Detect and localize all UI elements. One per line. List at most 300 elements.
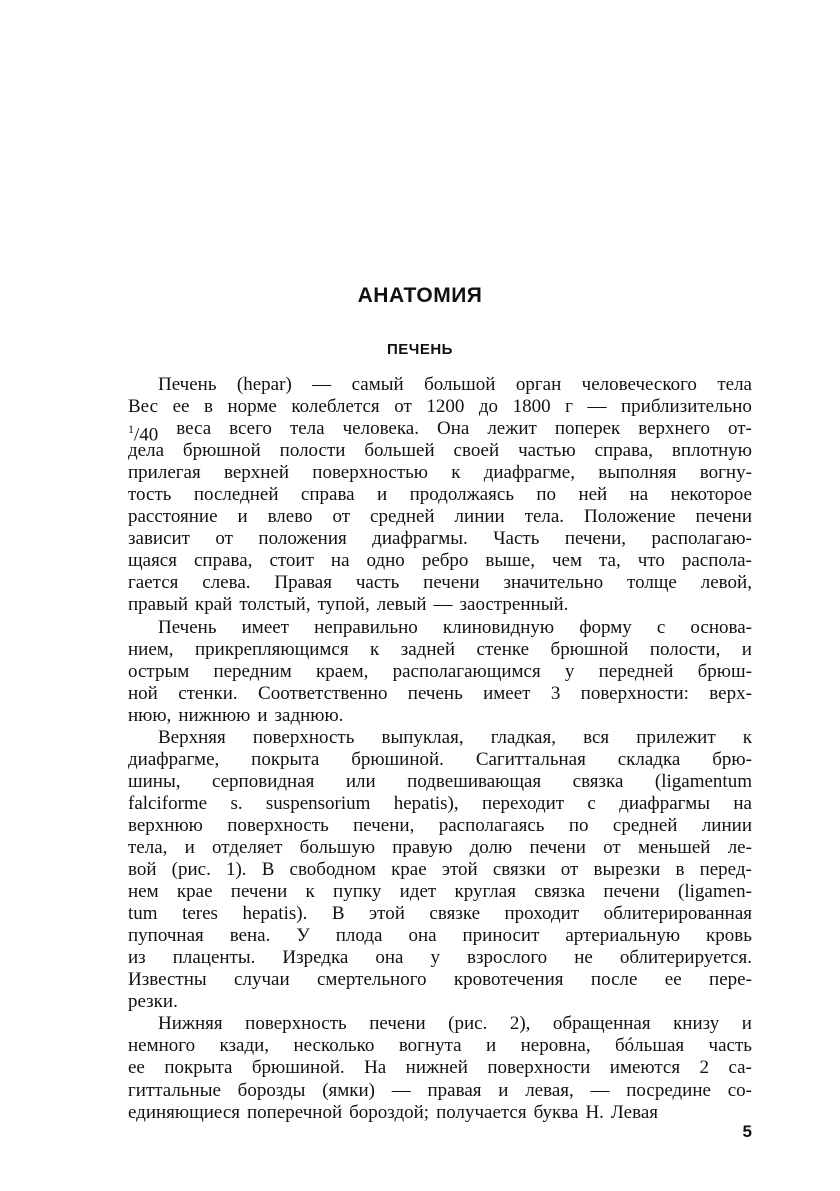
- word: справа: [300, 484, 355, 506]
- text-line: [128, 396, 752, 418]
- word: прилегая: [128, 462, 201, 484]
- word: свободном: [289, 859, 376, 881]
- word: —: [391, 1079, 411, 1101]
- word: печень: [407, 682, 463, 704]
- word: Печень: [158, 374, 217, 395]
- word: связка: [572, 770, 624, 792]
- word: дела: [128, 440, 165, 462]
- word: на: [733, 792, 752, 814]
- word: брюшной: [182, 440, 261, 462]
- word: тела,: [128, 836, 168, 858]
- word: печени: [603, 881, 660, 903]
- word: hepatis).: [242, 903, 308, 925]
- text-line: [128, 859, 752, 881]
- word: верх-: [709, 682, 752, 704]
- word: у: [564, 660, 575, 682]
- word: левая,: [525, 1079, 574, 1101]
- text-line: [128, 793, 752, 815]
- word: верхнего: [638, 418, 710, 440]
- word: —: [590, 1079, 610, 1101]
- word: выше,: [485, 550, 535, 572]
- word: на: [330, 550, 350, 572]
- word: отделяет: [212, 836, 283, 858]
- word: колеблется: [291, 396, 380, 418]
- text-line: [128, 484, 752, 506]
- word: к: [451, 462, 461, 484]
- word: выпуклая,: [381, 726, 464, 748]
- text-line: [128, 639, 752, 661]
- word: ее: [172, 396, 190, 418]
- word: Правая: [274, 572, 332, 594]
- word: полости: [279, 440, 346, 462]
- word: печени: [369, 1013, 426, 1035]
- word: положения: [258, 528, 347, 550]
- word: щаяся: [128, 550, 177, 572]
- word: некоторое: [670, 484, 752, 506]
- text-line: [128, 903, 752, 925]
- text-line: [128, 925, 752, 947]
- word: бороздой;: [349, 1101, 430, 1123]
- word: полости,: [649, 638, 721, 660]
- word: и: [237, 506, 248, 528]
- word: 1800: [512, 396, 551, 418]
- word: (hepar): [236, 374, 292, 395]
- word: у: [430, 947, 440, 969]
- word: связка: [534, 881, 586, 903]
- word: и: [486, 1035, 497, 1057]
- word: часть: [708, 1035, 752, 1057]
- word: борозды: [237, 1079, 306, 1101]
- word: неровна,: [520, 1035, 591, 1057]
- word: средней: [370, 506, 435, 528]
- word: человеческого: [581, 374, 697, 395]
- word: после: [590, 969, 638, 991]
- text-line: [128, 572, 752, 594]
- word: печени,: [564, 528, 627, 550]
- word: 3: [550, 682, 561, 704]
- word: ней: [578, 484, 608, 506]
- word: поверхности: [487, 1057, 591, 1079]
- word: не: [574, 947, 593, 969]
- word: проходит: [504, 903, 580, 925]
- word: чем: [551, 550, 582, 572]
- word: большую: [299, 836, 376, 858]
- word: левый: [376, 594, 427, 616]
- word: брюшиной.: [351, 748, 444, 770]
- word: ее: [128, 1057, 145, 1079]
- word: в: [675, 859, 685, 881]
- word: приносит: [462, 925, 540, 947]
- text-line: [128, 661, 752, 683]
- word: и: [377, 484, 388, 506]
- word: покрыта: [164, 1057, 233, 1079]
- text-line: [128, 727, 752, 749]
- word: лежит: [487, 418, 537, 440]
- word: линии: [701, 814, 752, 836]
- word: шины,: [128, 770, 181, 792]
- word: немного: [128, 1035, 196, 1057]
- word: ной: [128, 682, 158, 704]
- word: одно: [366, 550, 405, 572]
- word: (ligamentum: [654, 770, 752, 792]
- word: крае: [176, 881, 213, 903]
- word: располагающимся: [392, 660, 541, 682]
- word: Н.: [585, 1101, 604, 1123]
- word: Печень: [158, 616, 217, 638]
- word: получается: [436, 1101, 527, 1123]
- page-number: 5: [742, 1122, 752, 1141]
- word: верхней: [223, 462, 290, 484]
- paragraph: [128, 727, 752, 1014]
- word: suspensorium: [265, 792, 371, 814]
- word: большой: [424, 374, 496, 395]
- word: пупку: [333, 881, 382, 903]
- word: на: [629, 484, 649, 506]
- word: teres: [182, 903, 218, 925]
- word: —: [433, 594, 453, 616]
- word: идет: [399, 881, 437, 903]
- word: книзу: [673, 1013, 720, 1035]
- text-line: [128, 705, 752, 727]
- word: (рис.: [448, 1013, 488, 1035]
- word: та,: [599, 550, 621, 572]
- word: часть: [355, 572, 400, 594]
- word: расстояние: [128, 506, 218, 528]
- word: тела: [289, 418, 325, 440]
- text-line: [128, 1102, 752, 1124]
- paragraph: [128, 374, 752, 617]
- word: и: [741, 1013, 752, 1035]
- word: тела: [717, 374, 752, 395]
- word: серповидная: [211, 770, 315, 792]
- word: левой,: [700, 572, 752, 594]
- word: диафрагме,: [128, 748, 220, 770]
- word: основа-: [690, 616, 752, 638]
- word: брюш-: [697, 660, 752, 682]
- word: тупой,: [317, 594, 370, 616]
- word: имеет: [241, 616, 289, 638]
- word: нюю,: [128, 704, 172, 726]
- word: плода: [335, 925, 383, 947]
- word: falciforme: [128, 792, 208, 814]
- word: печени,: [353, 814, 415, 836]
- word: поперечной: [247, 1101, 343, 1123]
- word: поверхностью: [312, 462, 428, 484]
- text-line: [128, 374, 752, 396]
- text-line: [128, 683, 752, 705]
- word: и: [257, 704, 268, 726]
- word: к: [370, 638, 380, 660]
- word: (рис.: [171, 859, 211, 881]
- word: облитерируется.: [619, 947, 752, 969]
- text-line: [128, 440, 752, 462]
- word: заднюю.: [274, 704, 344, 726]
- text-line: [128, 462, 752, 484]
- word: Известны: [128, 969, 207, 991]
- word: брюшиной.: [251, 1057, 345, 1079]
- word: —: [587, 396, 607, 418]
- text-line: [128, 528, 752, 550]
- word: вогну-: [699, 462, 752, 484]
- word: этой: [441, 859, 478, 881]
- word: гается: [128, 572, 179, 594]
- chapter-title: АНАТОМИЯ: [357, 284, 483, 307]
- word: от: [332, 506, 351, 528]
- word: Нижняя: [158, 1013, 223, 1035]
- word: 2),: [509, 1013, 531, 1035]
- section-title: ПЕЧЕНЬ: [387, 341, 453, 358]
- word: со-: [727, 1079, 752, 1101]
- word: с: [656, 616, 666, 638]
- word: задней: [400, 638, 456, 660]
- word: плаценты.: [172, 947, 256, 969]
- word: она: [408, 925, 437, 947]
- word: всего: [229, 418, 272, 440]
- word: от: [603, 836, 621, 858]
- word: буква: [533, 1101, 579, 1123]
- word: У: [296, 925, 310, 947]
- word: и: [741, 638, 752, 660]
- word: печени: [230, 881, 288, 903]
- word: вена.: [229, 925, 271, 947]
- text-line: [128, 881, 752, 903]
- word: поверхности:: [580, 682, 689, 704]
- word: подвешивающая: [407, 770, 542, 792]
- word: толстый,: [239, 594, 311, 616]
- paragraph: [128, 617, 752, 727]
- word: посредине: [626, 1079, 711, 1101]
- body-text: [128, 374, 752, 1124]
- word: Сагиттальная: [475, 748, 586, 770]
- text-line: [128, 837, 752, 859]
- word: средней: [612, 814, 678, 836]
- word: обращенная: [552, 1013, 651, 1035]
- word: имеет: [483, 682, 531, 704]
- word: правый: [128, 594, 189, 616]
- word: край: [195, 594, 233, 616]
- word: Положение: [584, 506, 676, 528]
- text-line: [128, 771, 752, 793]
- word: пере-: [709, 969, 752, 991]
- word: имеются: [609, 1057, 681, 1079]
- word: острым: [128, 660, 190, 682]
- word: Изредка: [282, 947, 349, 969]
- word: самый: [351, 374, 404, 395]
- word: или: [345, 770, 376, 792]
- word: от: [394, 396, 412, 418]
- word: печени: [529, 836, 586, 858]
- word: связки: [492, 859, 546, 881]
- word: —: [312, 374, 332, 395]
- word: и: [498, 1079, 509, 1101]
- word: слева.: [202, 572, 251, 594]
- text-line: [128, 1057, 752, 1079]
- word: пупочная: [128, 925, 204, 947]
- word: (ligamen-: [678, 881, 752, 903]
- word: смертельного: [317, 969, 427, 991]
- word: верхнюю: [128, 814, 203, 836]
- text-line: [128, 991, 752, 1013]
- word: прилежит: [636, 726, 716, 748]
- word: располагаясь: [438, 814, 545, 836]
- word: кровь: [706, 925, 752, 947]
- word: от: [215, 528, 233, 550]
- word: гладкая,: [490, 726, 556, 748]
- word: стенке: [476, 638, 530, 660]
- word: справа,: [193, 550, 253, 572]
- word: В: [331, 903, 345, 925]
- word: стенки.: [178, 682, 238, 704]
- word: передней: [598, 660, 674, 682]
- word: нием,: [128, 638, 174, 660]
- word: справа,: [594, 440, 654, 462]
- word: неправильно: [314, 616, 418, 638]
- text-line: [128, 947, 752, 969]
- word: продолжаясь: [409, 484, 514, 506]
- word: меньшей: [637, 836, 711, 858]
- word: поверхность: [245, 1013, 347, 1035]
- word: связке: [429, 903, 481, 925]
- word: из: [128, 947, 146, 969]
- word: нижнюю: [178, 704, 251, 726]
- word: значительно: [503, 572, 604, 594]
- word: крае: [391, 859, 427, 881]
- word: вплотную: [671, 440, 752, 462]
- word: г: [565, 396, 573, 418]
- text-line: [128, 1035, 752, 1057]
- word: долю: [469, 836, 513, 858]
- word: взрослого: [467, 947, 548, 969]
- text-line: [128, 594, 752, 616]
- word: ребро: [421, 550, 469, 572]
- word: этой: [369, 903, 405, 925]
- word: выполняя: [598, 462, 677, 484]
- word: В: [261, 859, 275, 881]
- word: линии: [454, 506, 505, 528]
- word: 1200: [426, 396, 465, 418]
- word: Верхняя: [158, 726, 226, 748]
- word: к: [305, 881, 315, 903]
- word: передним: [213, 660, 292, 682]
- word: поперек: [554, 418, 621, 440]
- word: частью: [518, 440, 576, 462]
- word: складка: [617, 748, 681, 770]
- word: норме: [227, 396, 277, 418]
- text-line: [128, 550, 752, 572]
- word: брюшной: [550, 638, 629, 660]
- word: тость: [128, 484, 172, 506]
- word: s.: [230, 792, 243, 814]
- word: влево: [267, 506, 313, 528]
- word: вырезки: [593, 859, 661, 881]
- word: диафрагме,: [483, 462, 575, 484]
- text-line: [128, 418, 752, 446]
- word: и: [184, 836, 195, 858]
- word: брю-: [712, 748, 752, 770]
- word: единяющиеся: [128, 1101, 240, 1123]
- word: 1).: [225, 859, 247, 881]
- text-line: [128, 1013, 752, 1035]
- text-line: [128, 815, 752, 837]
- word: в: [203, 396, 213, 418]
- word: диафрагмы.: [372, 528, 468, 550]
- word: круглая: [454, 881, 516, 903]
- word: своей: [453, 440, 500, 462]
- word: с: [587, 792, 596, 814]
- word: Вес: [128, 396, 159, 418]
- word: толще: [627, 572, 677, 594]
- paragraph: [128, 1013, 752, 1123]
- word: гиттальные: [128, 1079, 221, 1101]
- word: форму: [579, 616, 632, 638]
- word: Она: [436, 418, 470, 440]
- word: большей: [364, 440, 435, 462]
- word: правую: [392, 836, 453, 858]
- word: (ямки): [322, 1079, 376, 1101]
- word: последней: [193, 484, 279, 506]
- word: перед-: [699, 859, 752, 881]
- word: стоит: [269, 550, 314, 572]
- word: диафрагмы: [619, 792, 710, 814]
- word: Соответственно: [258, 682, 388, 704]
- word: покрыта: [251, 748, 320, 770]
- word: заостренный.: [459, 594, 569, 616]
- word: по: [536, 484, 557, 506]
- word: вся: [583, 726, 610, 748]
- word: несколько: [293, 1035, 375, 1057]
- word: $^1$/40: [128, 422, 159, 446]
- word: hepatis),: [393, 792, 459, 814]
- word: располагаю-: [651, 528, 752, 550]
- word: ле-: [727, 836, 752, 858]
- word: кзади,: [219, 1035, 270, 1057]
- word: краем,: [315, 660, 369, 682]
- text-line: [128, 617, 752, 639]
- word: переходит: [481, 792, 565, 814]
- word: поверхность: [252, 726, 355, 748]
- word: орган: [515, 374, 562, 395]
- word: к: [742, 726, 752, 748]
- text-line: [128, 1080, 752, 1102]
- word: распола-: [681, 550, 752, 572]
- word: tum: [128, 903, 158, 925]
- word: кровотечения: [453, 969, 564, 991]
- word: са-: [728, 1057, 752, 1079]
- word: клиновидную: [442, 616, 555, 638]
- word: ее: [664, 969, 682, 991]
- word: вой: [128, 859, 157, 881]
- word: Часть: [493, 528, 540, 550]
- word: до: [478, 396, 499, 418]
- word: Левая: [610, 1101, 659, 1123]
- word: случаи: [234, 969, 290, 991]
- word: 2: [699, 1057, 710, 1079]
- word: она: [375, 947, 404, 969]
- text-line: [128, 749, 752, 771]
- word: артериальную: [565, 925, 681, 947]
- word: тела.: [524, 506, 565, 528]
- word: веса: [176, 418, 212, 440]
- word: резки.: [128, 991, 178, 1013]
- word: приблизительно: [621, 396, 752, 418]
- word: зависит: [128, 528, 190, 550]
- word: что: [637, 550, 665, 572]
- word: от: [560, 859, 579, 881]
- word: нем: [128, 881, 159, 903]
- word: человека.: [342, 418, 419, 440]
- text-line: [128, 506, 752, 528]
- word: поверхность: [227, 814, 329, 836]
